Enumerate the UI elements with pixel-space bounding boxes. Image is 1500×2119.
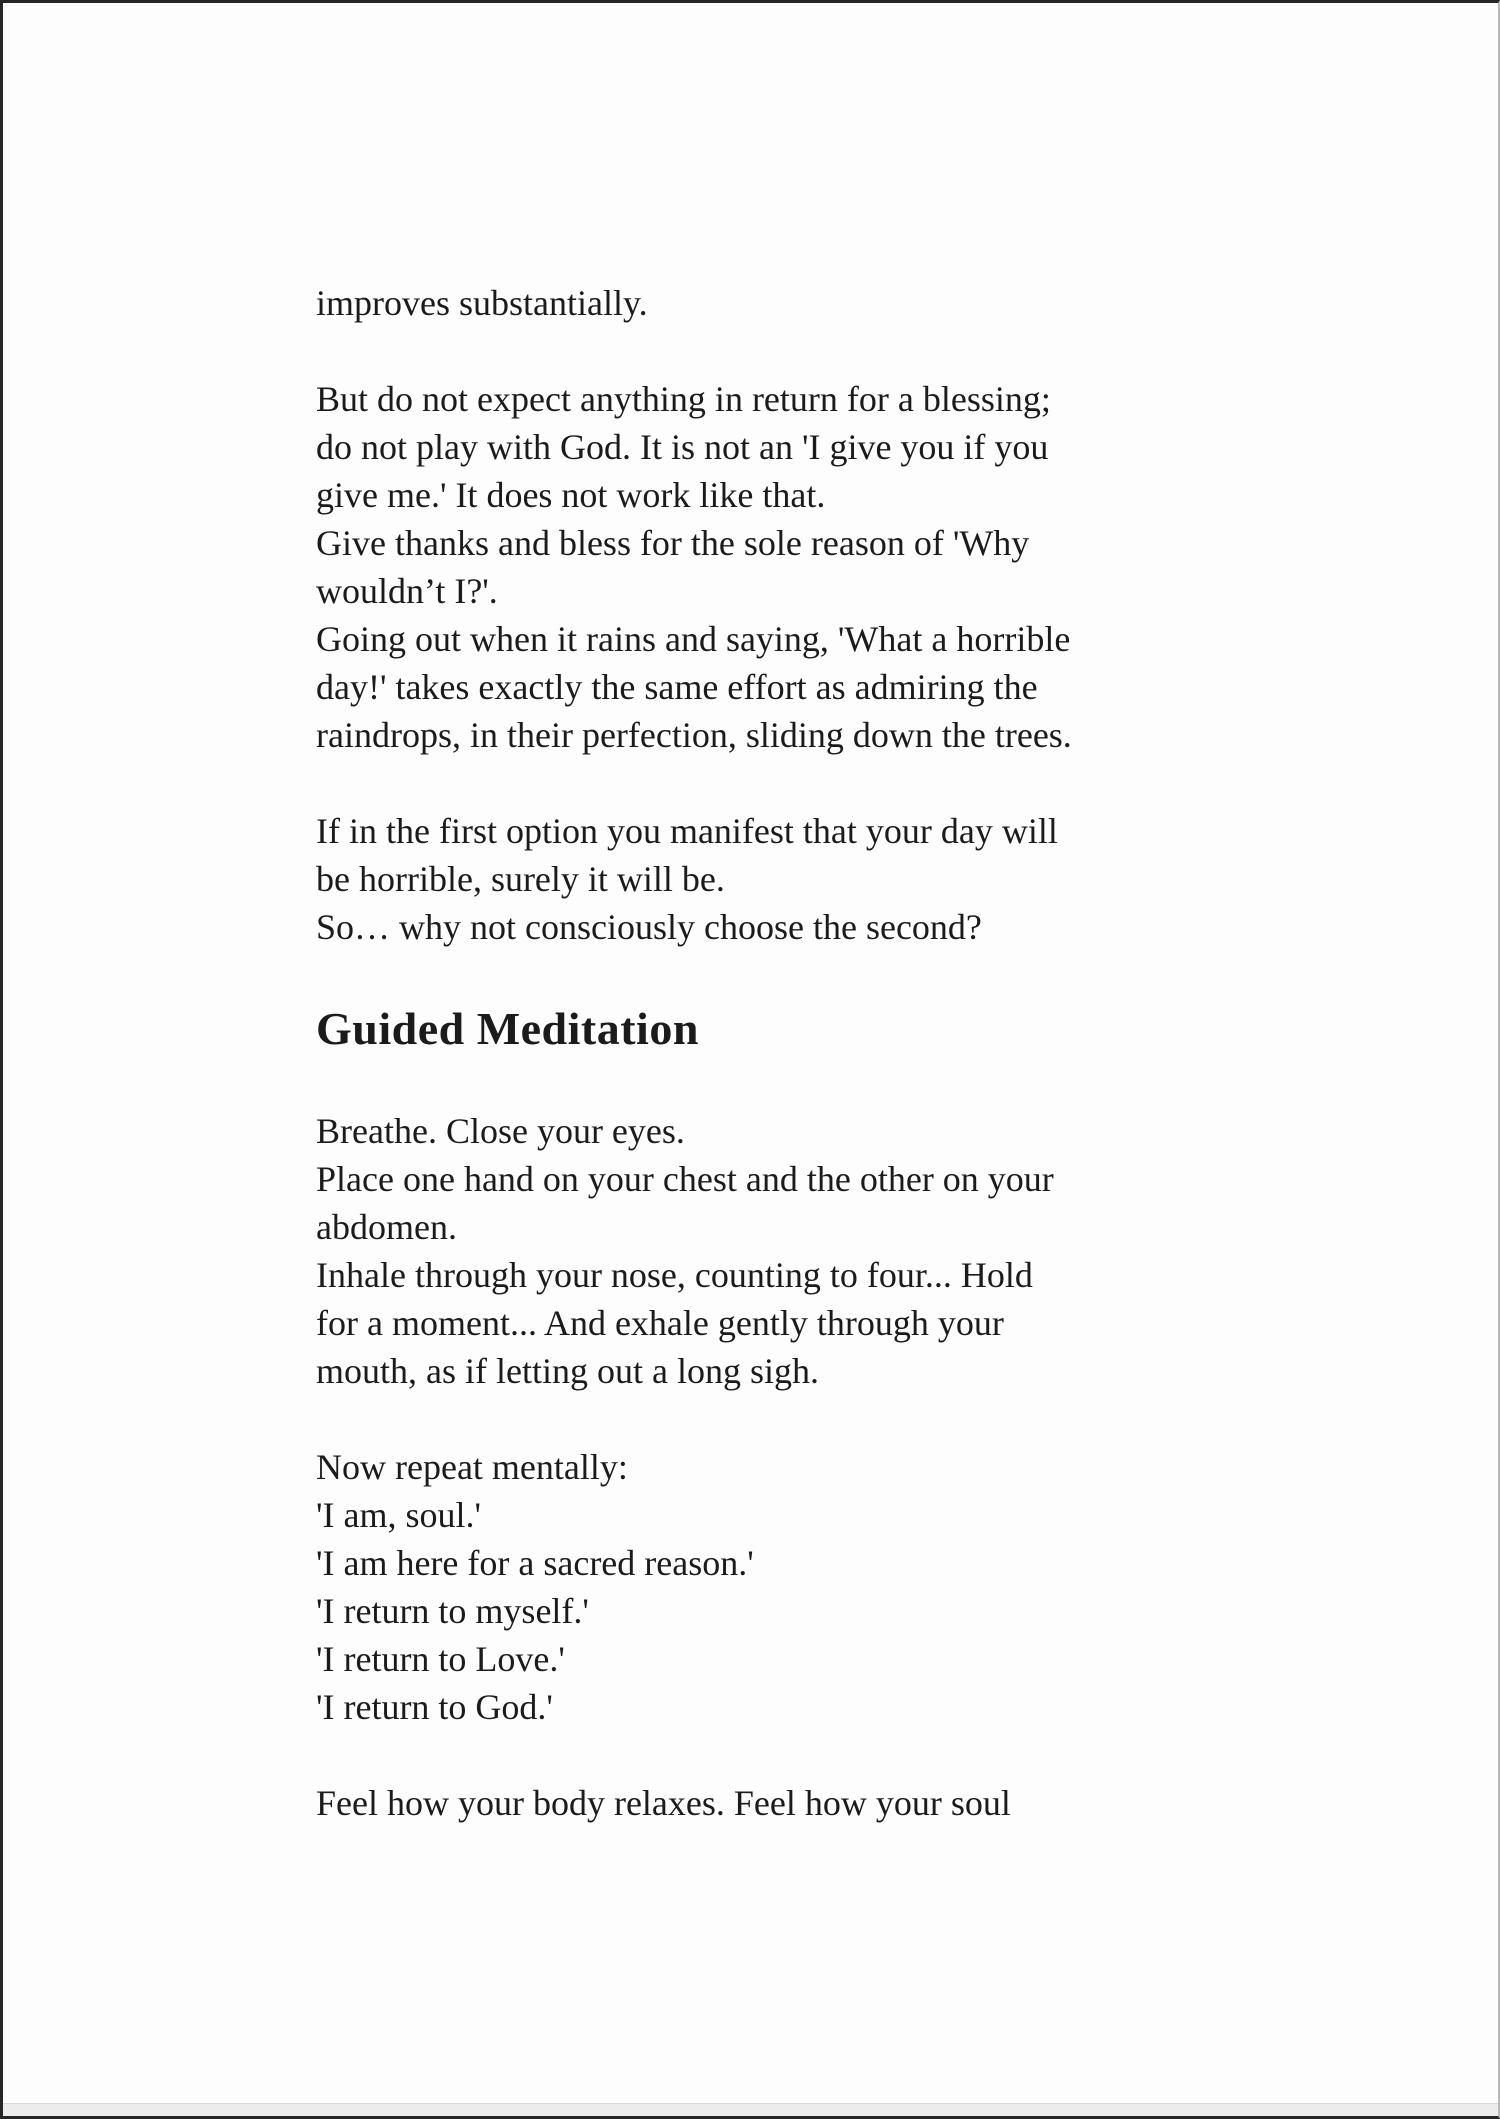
text-line: Give thanks and bless for the sole reason of 'Why [316, 523, 1030, 563]
text-line: 'I am, soul.' [316, 1495, 481, 1535]
text-line: day!' takes exactly the same effort as admiring the [316, 667, 1038, 707]
text-line: 'I return to God.' [316, 1687, 553, 1727]
text-line: abdomen. [316, 1207, 457, 1247]
paragraph [316, 1107, 1246, 1395]
text-line: 'I return to myself.' [316, 1591, 589, 1631]
text-line: Breathe. Close your eyes. [316, 1111, 685, 1151]
text-line: 'I am here for a sacred reason.' [316, 1543, 754, 1583]
paragraph [316, 1779, 1246, 1827]
text-line: for a moment... And exhale gently through your [316, 1303, 1004, 1343]
paragraph [316, 807, 1246, 951]
paragraph [316, 1443, 1246, 1731]
text-line: Now repeat mentally: [316, 1447, 628, 1487]
paragraph [316, 375, 1246, 759]
text-line: So… why not consciously choose the second? [316, 907, 982, 947]
text-line: be horrible, surely it will be. [316, 859, 725, 899]
text-line: 'I return to Love.' [316, 1639, 565, 1679]
text-line: But do not expect anything in return for a blessing; [316, 379, 1051, 419]
paragraph [316, 279, 1246, 327]
text-line: improves substantially. [316, 283, 648, 323]
text-line: raindrops, in their perfection, sliding down the trees. [316, 715, 1072, 755]
text-line: Inhale through your nose, counting to four... Hold [316, 1255, 1033, 1295]
text-line: Feel how your body relaxes. Feel how your soul [316, 1783, 1011, 1823]
text-line: If in the first option you manifest that your day will [316, 811, 1058, 851]
text-line: mouth, as if letting out a long sigh. [316, 1351, 819, 1391]
text-line: do not play with God. It is not an 'I give you if you [316, 427, 1049, 467]
text-line: give me.' It does not work like that. [316, 475, 826, 515]
text-line: Going out when it rains and saying, 'What a horrible [316, 619, 1071, 659]
page-content [316, 279, 1246, 1827]
bottom-scrollbar-track[interactable] [3, 2103, 1498, 2116]
text-line: Place one hand on your chest and the other on your [316, 1159, 1054, 1199]
text-line: wouldn’t I?'. [316, 571, 498, 611]
section-heading: Guided Meditation [316, 1003, 699, 1054]
